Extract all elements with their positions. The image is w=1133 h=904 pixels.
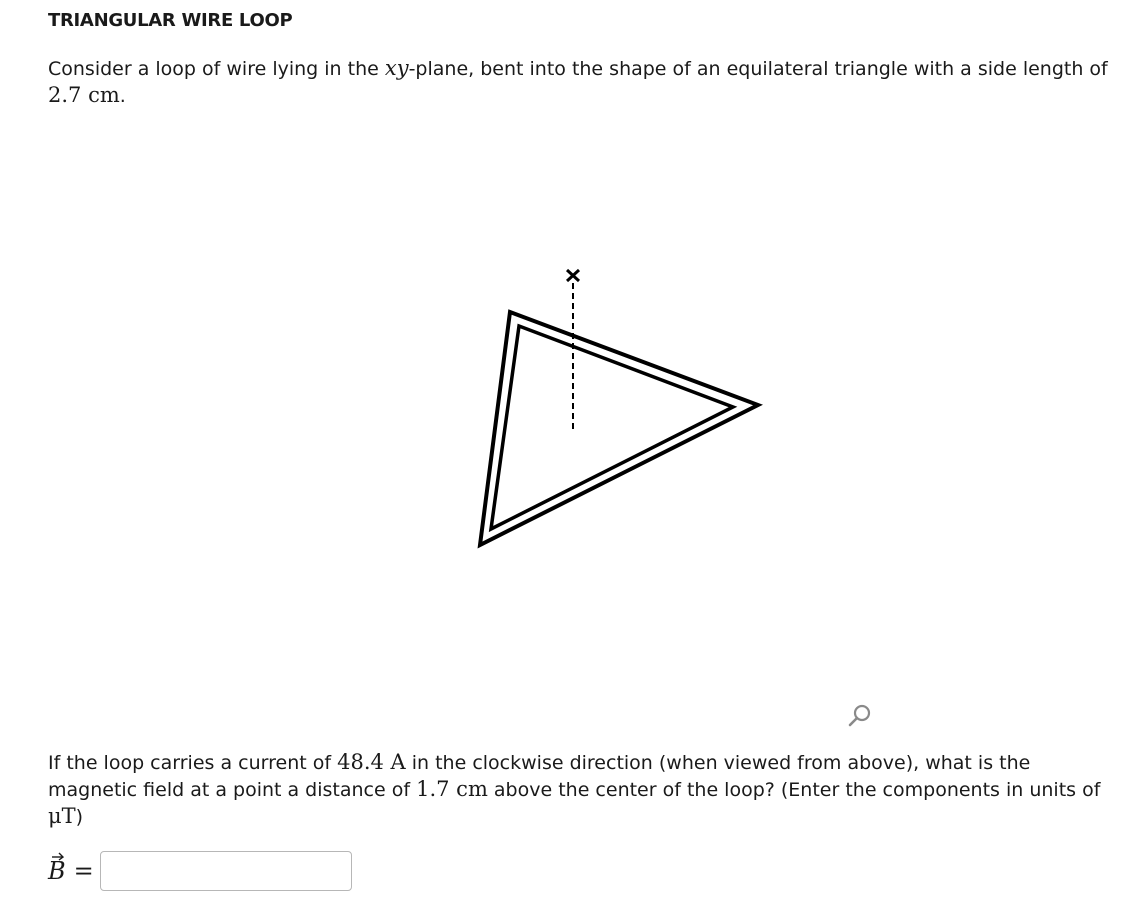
current-value: 48.4 A [337,750,406,774]
problem-intro: Consider a loop of wire lying in the xy-plane, bent into the shape of an equilateral triangle with a side length of 2.7 cm. [48,56,1108,107]
b-vector-label: B [48,857,66,885]
x-mark-icon [567,270,579,281]
plane-variable: xy [384,56,409,80]
magnifier-icon[interactable] [846,702,874,730]
answer-input[interactable] [100,851,352,891]
triangle-inner-wire [491,326,733,529]
triangle-loop-figure [460,260,780,560]
problem-question: If the loop carries a current of 48.4 A in the clockwise direction (when viewed from above), what is the magnetic field at a point a distance of 1.7 cm above the center of the loop? (Enter the components in units of μT) [48,750,1101,828]
distance-value: 1.7 cm [416,777,488,801]
units-value: μT [48,804,76,828]
problem-title: TRIANGULAR WIRE LOOP [48,10,293,31]
triangle-outer-wire [480,312,758,545]
answer-row [48,848,352,894]
side-length-value: 2.7 cm [48,83,120,107]
equals-sign: = [73,857,94,885]
vector-arrow-icon [51,851,65,861]
